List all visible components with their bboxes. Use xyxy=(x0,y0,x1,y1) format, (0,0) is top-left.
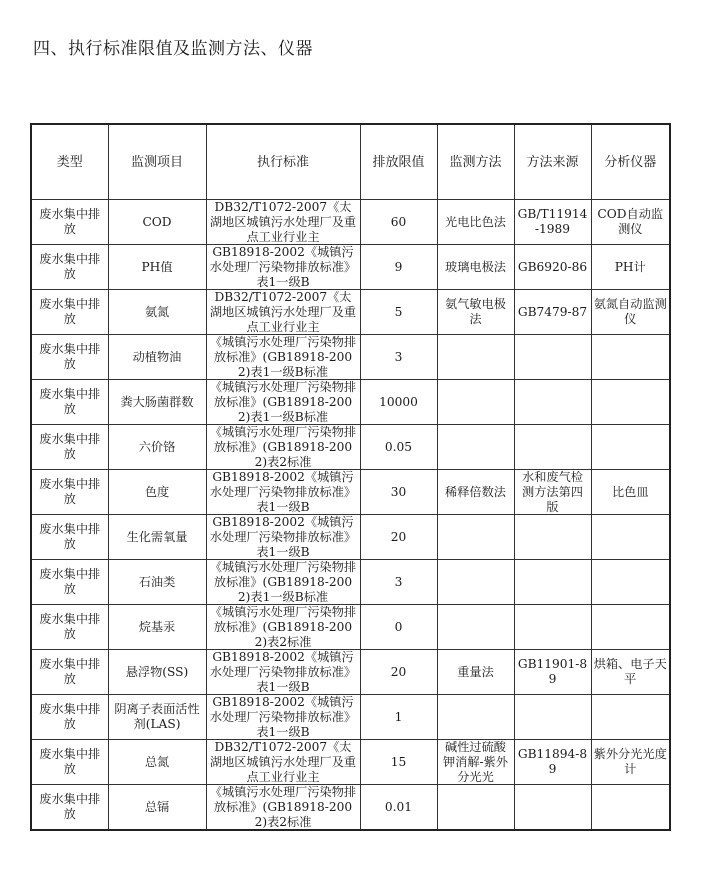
cell-method xyxy=(437,290,514,335)
cell-limit xyxy=(360,605,437,650)
cell-item xyxy=(108,470,206,515)
header-standard: 执行标准 xyxy=(206,124,360,200)
table-header-row xyxy=(31,124,670,200)
cell-standard-text: DB32/T1072-2007《太湖地区城镇污水处理厂及重点工业行业主 xyxy=(209,740,357,784)
cell-limit-text: 1 xyxy=(394,709,403,724)
cell-type-text: 废水集中排放 xyxy=(39,792,101,821)
cell-source xyxy=(514,650,591,695)
cell-limit xyxy=(360,290,437,335)
cell-standard xyxy=(206,470,360,515)
cell-limit-text: 30 xyxy=(390,484,407,499)
table-row xyxy=(31,605,670,650)
table-row xyxy=(31,200,670,245)
table-row xyxy=(31,695,670,740)
cell-instrument-text: 紫外分光光度计 xyxy=(593,747,667,776)
cell-limit xyxy=(360,515,437,560)
cell-source-text: GB11894-89 xyxy=(517,747,588,776)
cell-instrument xyxy=(591,740,670,785)
cell-instrument-text: PH计 xyxy=(614,259,646,274)
cell-instrument xyxy=(591,785,670,831)
cell-limit-text: 15 xyxy=(390,754,407,769)
cell-type-text: 废水集中排放 xyxy=(39,477,101,506)
cell-limit-text: 10000 xyxy=(379,394,418,409)
cell-item-text: 石油类 xyxy=(138,574,176,589)
cell-standard xyxy=(206,380,360,425)
cell-item-text: 总镉 xyxy=(144,799,170,814)
cell-standard-text: DB32/T1072-2007《太湖地区城镇污水处理厂及重点工业行业主 xyxy=(209,290,357,334)
cell-method-text: 重量法 xyxy=(457,664,494,679)
cell-limit xyxy=(360,245,437,290)
table-row xyxy=(31,515,670,560)
cell-source xyxy=(514,785,591,831)
cell-method xyxy=(437,785,514,831)
cell-item-text: 氨氮 xyxy=(144,304,170,319)
cell-instrument xyxy=(591,425,670,470)
cell-item-text: PH值 xyxy=(141,259,173,274)
cell-instrument xyxy=(591,380,670,425)
cell-item xyxy=(108,425,206,470)
cell-instrument xyxy=(591,290,670,335)
cell-method xyxy=(437,245,514,290)
cell-type xyxy=(31,740,108,785)
standards-table xyxy=(30,123,671,831)
cell-type-text: 废水集中排放 xyxy=(39,342,101,371)
cell-standard-text: 《城镇污水处理厂污染物排放标准》(GB18918-2002)表1一级B标准 xyxy=(209,335,357,379)
cell-method-text: 玻璃电极法 xyxy=(445,259,506,274)
cell-source xyxy=(514,245,591,290)
cell-item xyxy=(108,605,206,650)
cell-method xyxy=(437,650,514,695)
cell-instrument-text: COD自动监测仪 xyxy=(597,207,664,236)
cell-type xyxy=(31,650,108,695)
cell-instrument xyxy=(591,335,670,380)
cell-type-text: 废水集中排放 xyxy=(39,252,101,281)
cell-type xyxy=(31,560,108,605)
cell-type-text: 废水集中排放 xyxy=(39,522,101,551)
cell-item-text: 动植物油 xyxy=(132,349,182,364)
cell-type xyxy=(31,425,108,470)
cell-standard-text: 《城镇污水处理厂污染物排放标准》(GB18918-2002)表1一级B标准 xyxy=(209,560,357,604)
table-row xyxy=(31,380,670,425)
cell-limit xyxy=(360,425,437,470)
cell-standard xyxy=(206,335,360,380)
cell-type xyxy=(31,515,108,560)
table-row xyxy=(31,650,670,695)
cell-standard xyxy=(206,740,360,785)
cell-limit-text: 3 xyxy=(394,349,403,364)
cell-standard-text: 《城镇污水处理厂污染物排放标准》(GB18918-2002)表2标准 xyxy=(209,605,357,649)
header-method: 监测方法 xyxy=(437,124,514,200)
cell-limit xyxy=(360,200,437,245)
cell-method-text: 稀释倍数法 xyxy=(445,484,506,499)
cell-type xyxy=(31,785,108,831)
cell-item-text: 色度 xyxy=(144,484,170,499)
cell-item-text: 悬浮物(SS) xyxy=(125,664,189,679)
cell-method-text: 光电比色法 xyxy=(445,214,506,229)
cell-item-text: 生化需氧量 xyxy=(126,529,188,544)
cell-source xyxy=(514,605,591,650)
cell-instrument xyxy=(591,605,670,650)
cell-type xyxy=(31,200,108,245)
cell-method xyxy=(437,515,514,560)
cell-standard-text: GB18918-2002《城镇污水处理厂污染物排放标准》表1一级B xyxy=(209,695,357,739)
cell-method xyxy=(437,335,514,380)
cell-item-text: 粪大肠菌群数 xyxy=(120,394,194,409)
cell-item-text: 总氮 xyxy=(144,754,170,769)
cell-source-text: 水和废气检测方法第四版 xyxy=(522,470,583,514)
table-row xyxy=(31,785,670,831)
cell-limit xyxy=(360,695,437,740)
cell-source-text: GB/T11914-1989 xyxy=(517,207,588,236)
cell-item xyxy=(108,650,206,695)
cell-type-text: 废水集中排放 xyxy=(39,567,101,596)
cell-method xyxy=(437,560,514,605)
table-row xyxy=(31,290,670,335)
cell-method xyxy=(437,200,514,245)
cell-source xyxy=(514,560,591,605)
cell-item-text: 阴离子表面活性剂(LAS) xyxy=(114,702,200,731)
cell-instrument xyxy=(591,245,670,290)
cell-limit xyxy=(360,335,437,380)
cell-method xyxy=(437,740,514,785)
cell-standard xyxy=(206,515,360,560)
cell-item xyxy=(108,560,206,605)
cell-standard xyxy=(206,605,360,650)
cell-item-text: 烷基汞 xyxy=(138,619,176,634)
cell-source xyxy=(514,695,591,740)
cell-item xyxy=(108,785,206,831)
cell-type-text: 废水集中排放 xyxy=(39,297,101,326)
cell-standard-text: GB18918-2002《城镇污水处理厂污染物排放标准》表1一级B xyxy=(209,245,357,289)
cell-instrument-text: 比色皿 xyxy=(611,484,649,499)
cell-instrument xyxy=(591,650,670,695)
cell-type xyxy=(31,605,108,650)
table-body xyxy=(31,200,670,831)
cell-limit xyxy=(360,785,437,831)
cell-standard xyxy=(206,695,360,740)
cell-standard xyxy=(206,245,360,290)
cell-limit-text: 0.05 xyxy=(384,439,413,454)
cell-limit xyxy=(360,650,437,695)
header-item: 监测项目 xyxy=(108,124,206,200)
cell-limit-text: 20 xyxy=(390,529,407,544)
cell-method xyxy=(437,695,514,740)
cell-source-text: GB7479-87 xyxy=(517,304,588,319)
table-row xyxy=(31,470,670,515)
cell-type-text: 废水集中排放 xyxy=(39,207,101,236)
cell-item-text: COD xyxy=(142,214,172,229)
cell-type-text: 废水集中排放 xyxy=(39,702,101,731)
cell-limit-text: 0.01 xyxy=(384,799,413,814)
cell-item xyxy=(108,245,206,290)
cell-source-text: GB6920-86 xyxy=(517,259,588,274)
cell-instrument xyxy=(591,695,670,740)
cell-item xyxy=(108,290,206,335)
cell-limit-text: 20 xyxy=(390,664,407,679)
cell-limit-text: 3 xyxy=(394,574,403,589)
cell-standard xyxy=(206,785,360,831)
cell-type-text: 废水集中排放 xyxy=(39,747,101,776)
cell-limit-text: 5 xyxy=(394,304,403,319)
cell-limit xyxy=(360,740,437,785)
cell-type xyxy=(31,335,108,380)
header-instrument: 分析仪器 xyxy=(591,124,670,200)
cell-limit xyxy=(360,380,437,425)
cell-item xyxy=(108,740,206,785)
header-source: 方法来源 xyxy=(514,124,591,200)
cell-standard xyxy=(206,200,360,245)
cell-source xyxy=(514,380,591,425)
cell-instrument xyxy=(591,515,670,560)
cell-standard-text: 《城镇污水处理厂污染物排放标准》(GB18918-2002)表1一级B标准 xyxy=(209,380,357,424)
cell-method-text: 碱性过硫酸钾消解-紫外分光光 xyxy=(442,740,509,784)
cell-standard xyxy=(206,560,360,605)
cell-standard xyxy=(206,650,360,695)
cell-type-text: 废水集中排放 xyxy=(39,387,101,416)
cell-limit xyxy=(360,560,437,605)
cell-item xyxy=(108,695,206,740)
cell-limit-text: 9 xyxy=(394,259,403,274)
cell-source xyxy=(514,290,591,335)
cell-instrument xyxy=(591,560,670,605)
cell-method xyxy=(437,380,514,425)
cell-type xyxy=(31,380,108,425)
cell-method xyxy=(437,425,514,470)
cell-item-text: 六价铬 xyxy=(138,439,176,454)
cell-standard xyxy=(206,290,360,335)
cell-type-text: 废水集中排放 xyxy=(39,657,101,686)
cell-type xyxy=(31,290,108,335)
table-row xyxy=(31,335,670,380)
cell-limit-text: 0 xyxy=(394,619,403,634)
page-title: 四、执行标准限值及监测方法、仪器 xyxy=(33,39,313,59)
cell-instrument-text: 氨氮自动监测仪 xyxy=(593,297,667,326)
cell-source-text: GB11901-89 xyxy=(517,657,588,686)
cell-source xyxy=(514,515,591,560)
cell-type-text: 废水集中排放 xyxy=(39,432,101,461)
table-row xyxy=(31,740,670,785)
cell-standard-text: GB18918-2002《城镇污水处理厂污染物排放标准》表1一级B xyxy=(209,470,357,514)
cell-source xyxy=(514,425,591,470)
cell-source xyxy=(514,335,591,380)
cell-standard-text: DB32/T1072-2007《太湖地区城镇污水处理厂及重点工业行业主 xyxy=(209,200,357,244)
cell-limit xyxy=(360,470,437,515)
header-limit: 排放限值 xyxy=(360,124,437,200)
cell-source xyxy=(514,740,591,785)
cell-type-text: 废水集中排放 xyxy=(39,612,101,641)
cell-type xyxy=(31,245,108,290)
cell-type xyxy=(31,695,108,740)
cell-method-text: 氨气敏电极法 xyxy=(445,297,506,326)
cell-method xyxy=(437,470,514,515)
cell-instrument-text: 烘箱、电子天平 xyxy=(593,657,667,686)
cell-instrument xyxy=(591,200,670,245)
cell-type xyxy=(31,470,108,515)
table-row xyxy=(31,560,670,605)
cell-standard-text: 《城镇污水处理厂污染物排放标准》(GB18918-2002)表2标准 xyxy=(209,425,357,469)
cell-source xyxy=(514,470,591,515)
table-row xyxy=(31,245,670,290)
cell-instrument xyxy=(591,470,670,515)
cell-item xyxy=(108,200,206,245)
cell-standard xyxy=(206,425,360,470)
cell-method xyxy=(437,605,514,650)
cell-standard-text: 《城镇污水处理厂污染物排放标准》(GB18918-2002)表2标准 xyxy=(209,785,357,829)
header-type: 类型 xyxy=(31,124,108,200)
cell-item xyxy=(108,515,206,560)
cell-item xyxy=(108,335,206,380)
cell-standard-text: GB18918-2002《城镇污水处理厂污染物排放标准》表1一级B xyxy=(209,650,357,694)
cell-standard-text: GB18918-2002《城镇污水处理厂污染物排放标准》表1一级B xyxy=(209,515,357,559)
cell-limit-text: 60 xyxy=(390,214,407,229)
cell-item xyxy=(108,380,206,425)
cell-source xyxy=(514,200,591,245)
table-row xyxy=(31,425,670,470)
